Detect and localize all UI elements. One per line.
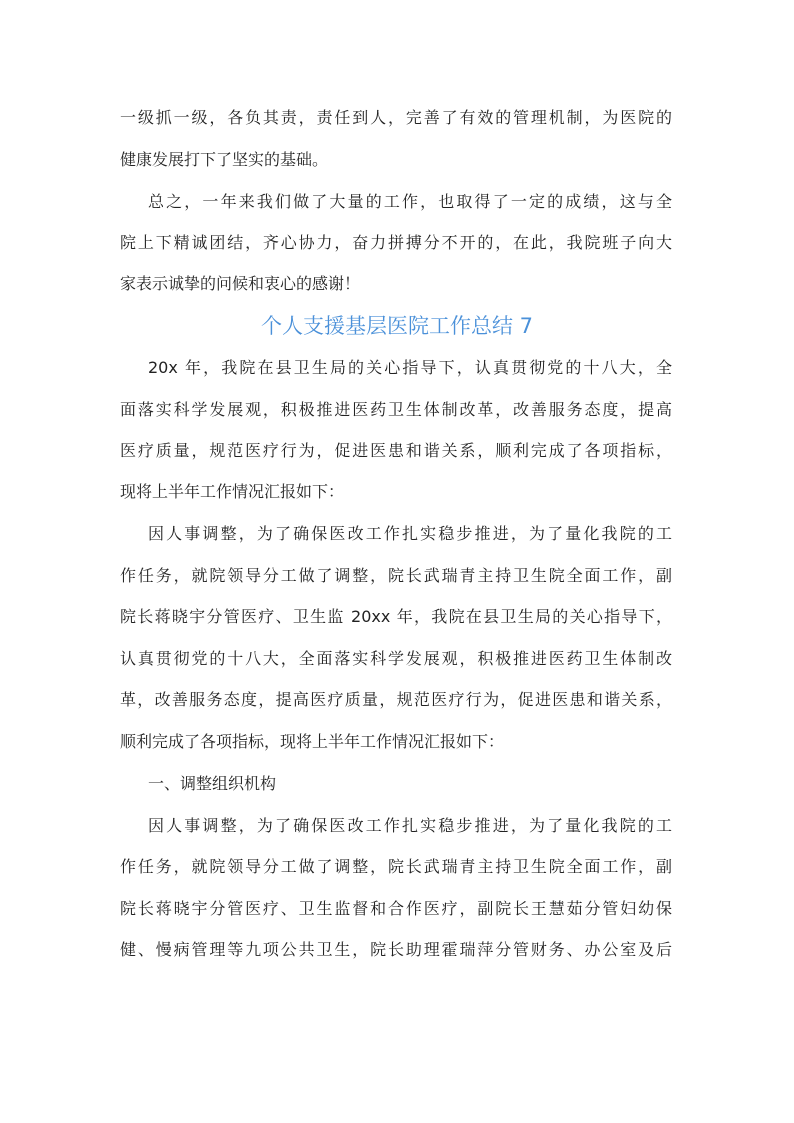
paragraph-line: 总之，一年来我们做了大量的工作，也取得了一定的成绩，这与全 xyxy=(148,192,672,211)
paragraph-line: 20x 年，我院在县卫生局的关心指导下，认真贯彻党的十八大，全 xyxy=(148,358,672,377)
paragraph-line: 面落实科学发展观，积极推进医药卫生体制改革，改善服务态度，提高 xyxy=(120,400,672,419)
list-heading: 一、调整组织机构 xyxy=(148,774,277,793)
paragraph-line: 健康发展打下了坚实的基础。 xyxy=(120,150,329,169)
paragraph-line: 一级抓一级，各负其责，责任到人，完善了有效的管理机制，为医院的 xyxy=(120,108,672,127)
paragraph-line: 院上下精诚团结，齐心协力，奋力拼搏分不开的，在此，我院班子向大 xyxy=(120,233,672,252)
paragraph-line: 健、慢病管理等九项公共卫生，院长助理霍瑞萍分管财务、办公室及后 xyxy=(120,940,672,959)
paragraph-line: 作任务，就院领导分工做了调整，院长武瑞青主持卫生院全面工作，副 xyxy=(120,566,672,585)
paragraph-line: 认真贯彻党的十八大，全面落实科学发展观，积极推进医药卫生体制改 xyxy=(120,649,672,668)
paragraph-line: 院长蒋晓宇分管医疗、卫生监督和合作医疗，副院长王慧茹分管妇幼保 xyxy=(120,899,672,918)
paragraph-line: 现将上半年工作情况汇报如下： xyxy=(120,482,345,501)
paragraph-line: 革，改善服务态度，提高医疗质量，规范医疗行为，促进医患和谐关系， xyxy=(120,690,672,709)
paragraph-line: 顺利完成了各项指标，现将上半年工作情况汇报如下： xyxy=(120,732,505,751)
paragraph-line: 家表示诚挚的问候和衷心的感谢！ xyxy=(120,274,361,293)
paragraph-line: 作任务，就院领导分工做了调整，院长武瑞青主持卫生院全面工作，副 xyxy=(120,857,672,876)
paragraph-line: 院长蒋晓宇分管医疗、卫生监 20xx 年，我院在县卫生局的关心指导下， xyxy=(120,607,672,626)
section-title: 个人支援基层医院工作总结 7 xyxy=(260,314,534,338)
paragraph-line: 医疗质量，规范医疗行为，促进医患和谐关系，顺利完成了各项指标， xyxy=(120,441,672,460)
paragraph-line: 因人事调整，为了确保医改工作扎实稳步推进，为了量化我院的工 xyxy=(148,524,672,543)
paragraph-line: 因人事调整，为了确保医改工作扎实稳步推进，为了量化我院的工 xyxy=(148,816,672,835)
